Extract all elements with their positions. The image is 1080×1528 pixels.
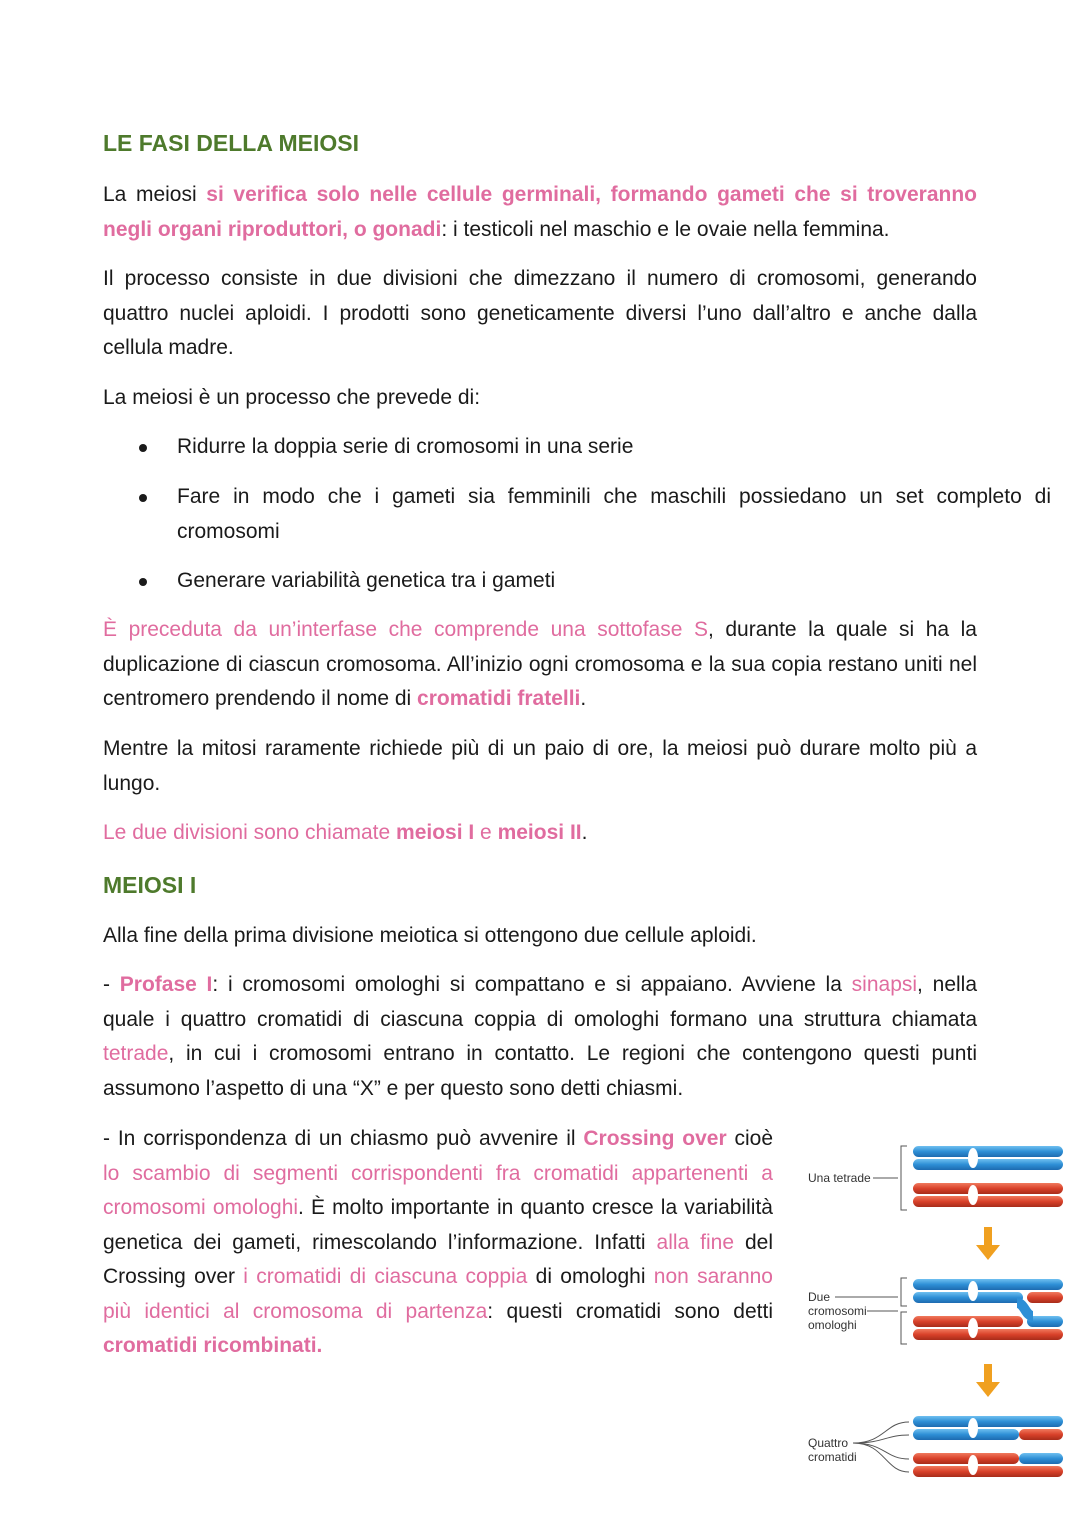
bullet-dot-icon <box>139 494 147 502</box>
centromere <box>968 1148 978 1168</box>
bullet-item <box>103 430 1051 465</box>
text-run: : i testicoli nel maschio e le ovaie nella femmina. <box>441 217 890 241</box>
section-title-fasi-meiosi: LE FASI DELLA MEIOSI <box>103 130 359 156</box>
centromere <box>968 1281 978 1301</box>
chromatid-blue-recombined <box>913 1429 1019 1440</box>
chiasma-cross <box>1017 1303 1033 1316</box>
label-quattro: Quattro <box>808 1436 849 1450</box>
text-run: . È molto importante in quanto cresce la variabilità genetica dei gameti, rimescolando l’informazione. Infatti <box>103 1196 773 1254</box>
paragraph-crossing-over <box>103 1122 773 1364</box>
highlight-profase-i: Profase I <box>119 973 213 996</box>
label-leader-line <box>853 1435 909 1443</box>
highlight-cromatidi-fratelli: cromatidi fratelli <box>417 687 581 710</box>
highlight-meiosi-i: meiosi I <box>396 821 475 844</box>
recombined-stage <box>808 1416 1063 1477</box>
text-run: . <box>581 821 588 844</box>
highlight-scambio-segmenti: lo scambio di segmenti corrispondenti fra cromatidi appartenenti a cromosomi omologhi <box>103 1161 773 1219</box>
label-leader-line <box>853 1443 909 1472</box>
chromatid-red <box>913 1329 1063 1340</box>
text-run: di omologhi <box>527 1265 654 1288</box>
label-leader-line <box>853 1443 909 1459</box>
paragraph-processo: Il processo consiste in due divisioni che dimezzano il numero di cromosomi, generando quattro nuclei aploidi. I prodotti sono geneticamente diversi l’uno dall’altro e anche dalla cellula madre. <box>103 267 977 359</box>
label-cromatidi: cromatidi <box>808 1450 857 1464</box>
chromatid-red <box>913 1183 1063 1194</box>
highlight-interfase: È preceduta da un’interfase che comprende una sottofase S <box>103 618 708 641</box>
paragraph-meiosi-gonadi <box>103 178 977 247</box>
highlight-cellule-germinali: si verifica solo nelle cellule germinali, formando gameti che si troveranno negli organi riproduttori, o gonadi <box>103 183 977 241</box>
chromatid-red <box>913 1466 1063 1477</box>
bracket <box>901 1146 907 1210</box>
centromere <box>968 1185 978 1205</box>
chromatid-blue <box>913 1159 1063 1170</box>
text-run: , durante la quale si ha la duplicazione di ciascun cromosoma. All’inizio ogni cromosoma e la sua copia restano uniti nel centromero prendendo il nome di <box>103 618 977 710</box>
highlight-non-identici: non saranno più identici al cromosoma di partenza <box>103 1265 773 1323</box>
highlight-crossing-over: Crossing over <box>583 1127 727 1150</box>
text-run: cioè <box>726 1127 773 1150</box>
bullet-text: Fare in modo che i gameti sia femminili che maschili possiedano un set completo di cromosomi <box>177 485 1051 543</box>
tetrade-stage <box>808 1146 1063 1210</box>
chromatid-blue <box>913 1292 1023 1303</box>
bullet-item <box>103 480 1051 549</box>
chromatid-blue <box>913 1416 1063 1427</box>
chromatid-blue <box>913 1146 1063 1157</box>
chromatid-red <box>913 1196 1063 1207</box>
text-run: La meiosi <box>103 183 207 206</box>
label-una-tetrade: Una tetrade <box>808 1171 871 1185</box>
arrow-down-icon <box>976 1227 1000 1260</box>
paragraph-prima-divisione: Alla fine della prima divisione meiotica si ottengono due cellule aploidi. <box>103 924 757 947</box>
text-run: : questi cromatidi sono detti <box>487 1299 773 1323</box>
highlight-alla-fine: alla fine <box>656 1230 735 1254</box>
paragraph-prevede: La meiosi è un processo che prevede di: <box>103 386 481 409</box>
text-run: : i cromosomi omologhi si compattano e si appaiano. Avviene la <box>212 973 852 996</box>
highlight-cromatidi-ricombinati: cromatidi ricombinati. <box>103 1334 323 1357</box>
chromatid-blue <box>913 1279 1063 1290</box>
chromatid-red <box>913 1316 1023 1327</box>
crossing-over-stage <box>808 1278 1063 1344</box>
centromere <box>968 1318 978 1338</box>
text-run: del Crossing over <box>103 1230 773 1288</box>
text-run: . <box>580 687 587 710</box>
label-omologhi: omologhi <box>808 1318 857 1332</box>
text-run: , nella quale i quattro cromatidi di ciascuna coppia di omologhi formano una struttura chiamata <box>103 973 978 1031</box>
text-run: Le due divisioni sono chiamate <box>103 821 397 844</box>
bullet-dot-icon <box>139 444 147 452</box>
text-run: - In corrispondenza di un chiasmo può avvenire il <box>103 1127 584 1150</box>
bullet-text: Ridurre la doppia serie di cromosomi in una serie <box>177 435 634 458</box>
chromatid-red-recombined <box>913 1453 1019 1464</box>
bullet-item <box>103 564 1051 599</box>
label-cromosomi: cromosomi <box>808 1304 867 1318</box>
bullet-dot-icon <box>139 578 147 586</box>
chromatid-blue-segment <box>1019 1453 1063 1464</box>
bracket <box>901 1278 907 1306</box>
bullet-text: Generare variabilità genetica tra i gameti <box>177 569 556 592</box>
centromere <box>968 1455 978 1475</box>
paragraph-mitosi-durata: Mentre la mitosi raramente richiede più di un paio di ore, la meiosi può durare molto più a lungo. <box>103 737 977 795</box>
bracket <box>901 1312 907 1344</box>
text-run: - <box>103 973 120 996</box>
chromatid-red-segment <box>1027 1292 1063 1303</box>
chromatid-red-segment <box>1019 1429 1063 1440</box>
section-title-meiosi-i: MEIOSI I <box>103 872 197 898</box>
arrow-down-icon <box>976 1364 1000 1397</box>
paragraph-profase-i <box>103 968 977 1106</box>
highlight-tetrade: tetrade <box>103 1042 169 1065</box>
highlight-meiosi-ii: meiosi II <box>497 821 582 844</box>
centromere <box>968 1418 978 1438</box>
label-due: Due <box>808 1290 831 1304</box>
text-run: , in cui i cromosomi entrano in contatto. Le regioni che contengono questi punti assumono l’aspetto di una “X” e per questo sono detti chiasmi. <box>103 1042 977 1100</box>
highlight-cromatidi-coppia: i cromatidi di ciascuna coppia <box>243 1265 528 1288</box>
highlight-sinapsi: sinapsi <box>851 973 918 996</box>
paragraph-due-divisioni <box>103 816 587 851</box>
paragraph-interfase <box>103 613 977 717</box>
text-run: e <box>474 821 498 844</box>
crossing-over-diagram <box>805 1140 1070 1495</box>
